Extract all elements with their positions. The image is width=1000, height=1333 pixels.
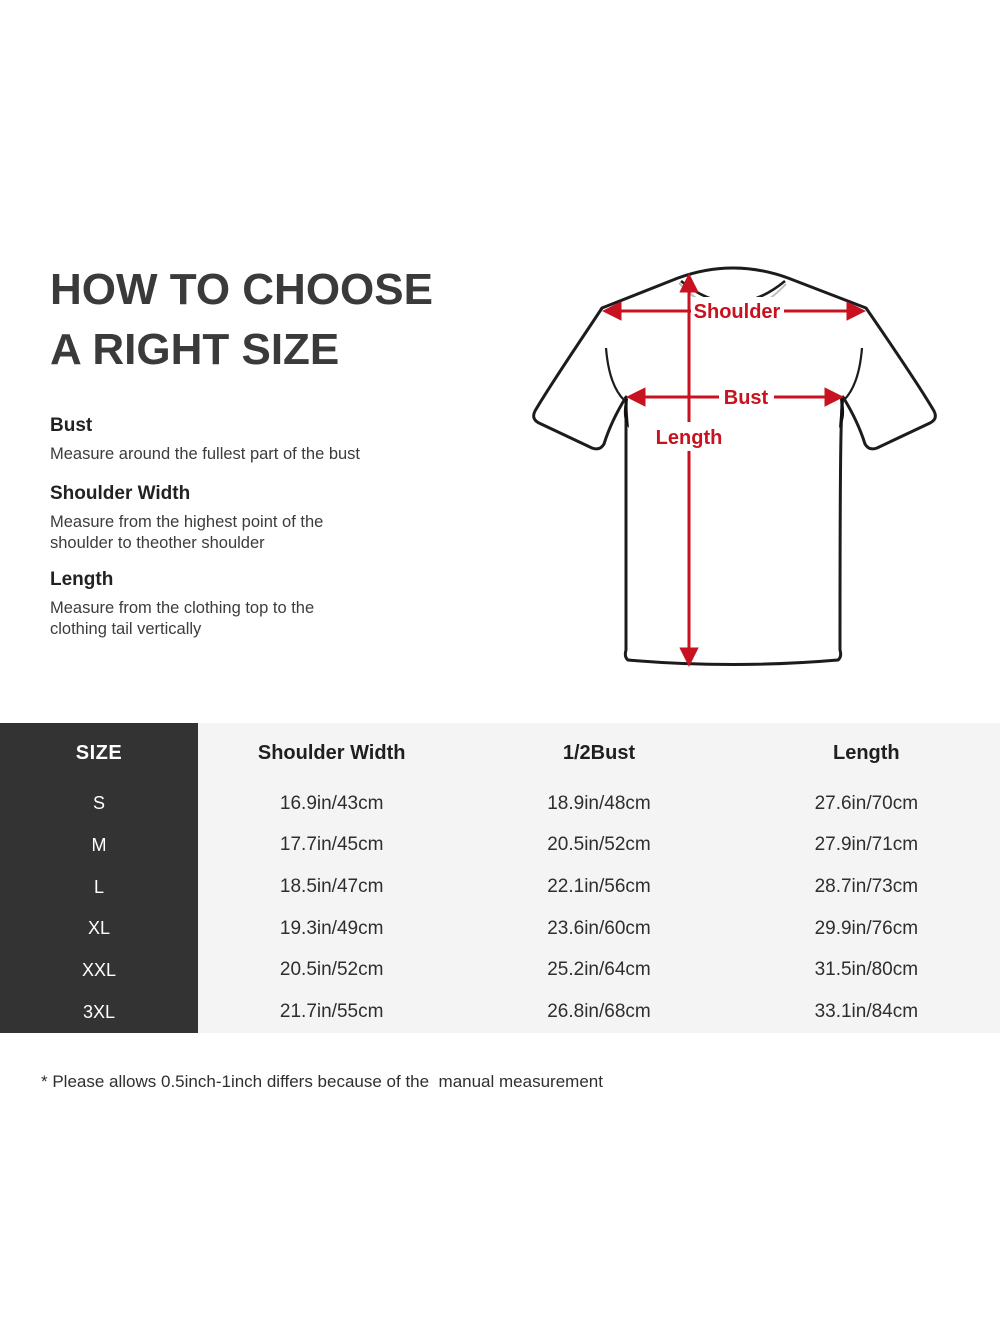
bust-label: Bust (723, 387, 769, 409)
table-cell: 21.7in/55cm (279, 1001, 384, 1023)
measurements-area (198, 723, 1000, 1033)
table-cell: 26.8in/68cm (547, 1001, 651, 1023)
instruction-bust (50, 414, 470, 465)
table-cell: 16.9in/43cm (279, 792, 384, 814)
measurement-disclaimer: * Please allows 0.5inch-1inch differs because of the manual measurement (41, 1072, 603, 1091)
table-header-row (198, 723, 1000, 783)
table-cell: 22.1in/56cm (547, 876, 651, 898)
size-chart-table (0, 723, 1000, 1033)
column-header-size: SIZE (75, 741, 123, 764)
table-cell: 19.3in/49cm (279, 917, 384, 939)
instruction-shoulder-width-heading: Shoulder Width (50, 483, 191, 504)
instruction-bust-text: Measure around the fullest part of the bust (50, 445, 361, 463)
tshirt-outline-icon (534, 268, 936, 665)
length-label: Length (655, 427, 723, 449)
size-label-xl: XL (87, 918, 111, 939)
instruction-length-text-line1: Measure from the clothing top to the (50, 599, 315, 617)
table-row-xxl (198, 950, 1000, 992)
instruction-shoulder-width (50, 482, 470, 554)
table-cell: 27.6in/70cm (814, 792, 919, 814)
instruction-length-text-line2: clothing tail vertically (50, 620, 202, 638)
table-cell: 17.7in/45cm (279, 834, 384, 856)
page-title-line2: A RIGHT SIZE (50, 325, 340, 374)
tshirt-measurement-diagram (505, 250, 955, 700)
size-label-3xl: 3XL (82, 1001, 116, 1022)
table-cell: 25.2in/64cm (547, 959, 651, 981)
size-label-xxl: XXL (81, 959, 117, 980)
table-cell: 18.5in/47cm (279, 876, 384, 898)
shoulder-label: Shoulder (693, 301, 781, 323)
page-title (50, 260, 433, 380)
table-cell: 28.7in/73cm (814, 876, 919, 898)
column-header-shoulder-width: Shoulder Width (257, 741, 406, 764)
size-label-l: L (93, 876, 104, 897)
size-label-s: S (92, 793, 105, 814)
table-cell: 18.9in/48cm (547, 792, 651, 814)
table-row-xl (198, 908, 1000, 950)
table-cell: 29.9in/76cm (814, 917, 919, 939)
table-row-3xl (198, 991, 1000, 1033)
table-row-s (198, 783, 1000, 825)
instruction-length (50, 568, 470, 640)
column-header-length: Length (832, 741, 900, 764)
table-row-l (198, 866, 1000, 908)
table-cell: 23.6in/60cm (547, 917, 651, 939)
table-cell: 20.5in/52cm (279, 959, 384, 981)
column-header-half-bust: 1/2Bust (562, 741, 636, 764)
table-row-m (198, 825, 1000, 867)
size-label-m: M (91, 834, 107, 855)
tshirt-diagram-svg (505, 250, 955, 700)
table-cell: 27.9in/71cm (814, 834, 919, 856)
size-column (0, 723, 198, 1033)
table-cell: 31.5in/80cm (814, 959, 919, 981)
instruction-shoulder-width-text-line2: shoulder to theother shoulder (50, 534, 265, 552)
table-cell: 20.5in/52cm (547, 834, 651, 856)
instruction-length-heading: Length (50, 569, 114, 590)
instruction-shoulder-width-text-line1: Measure from the highest point of the (50, 513, 324, 531)
instruction-bust-heading: Bust (50, 415, 93, 436)
table-cell: 33.1in/84cm (814, 1001, 919, 1023)
page-title-line1: HOW TO CHOOSE (50, 265, 433, 314)
